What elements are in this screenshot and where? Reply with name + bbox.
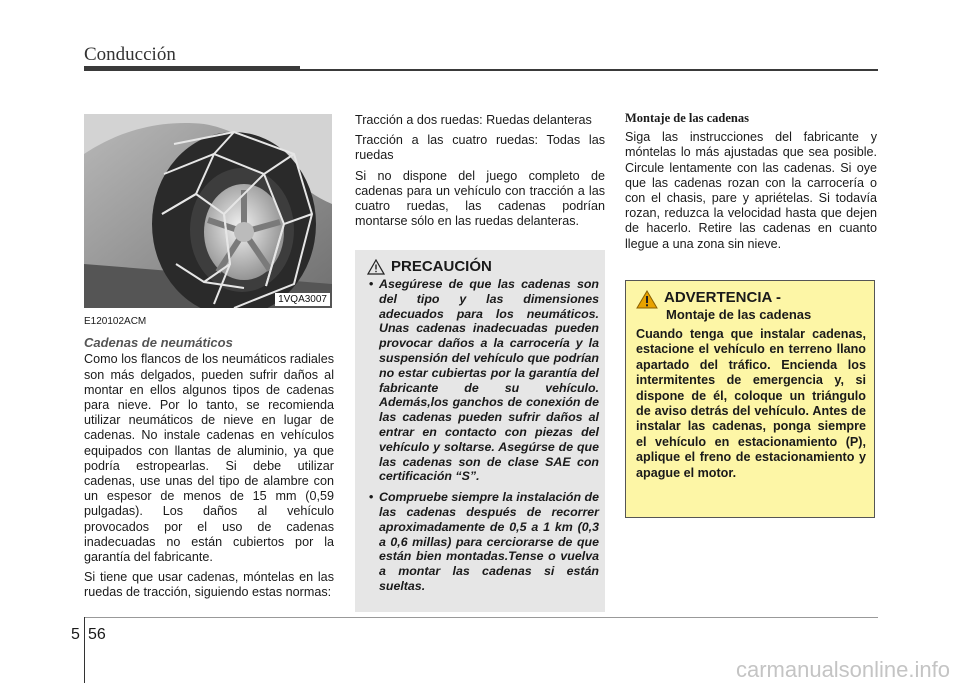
warning-box [625, 280, 875, 518]
caution-item: • Asegúrese de que las cadenas son del tipo y las dimensiones adecuados para los neumáticos. Unas cadenas inadecuadas pueden provocar daños a la carrocería y la suspensión del vehículo que podrían no estar cubiertas por la garantía del fabricante de su vehículo. Además,los ganchos de conexión de las cadenas pueden sufrir daños al entrar en contacto con piezas del vehículo y soltarse. Asegúrse de que las cadenas son de clase SAE con certificación “S”. [369, 277, 599, 484]
caution-triangle-icon [367, 259, 385, 275]
image-code: 1VQA3007 [275, 293, 330, 306]
column-1 [84, 314, 334, 606]
caution-list [355, 277, 605, 594]
paragraph: Si tiene que usar cadenas, móntelas en las ruedas de tracción, siguiendo estas normas: [84, 570, 334, 600]
warning-subtitle: Montaje de las cadenas [666, 307, 812, 322]
tire-chain-photo [84, 114, 332, 308]
section-heading-mounting: Montaje de las cadenas [625, 111, 749, 125]
column-3 [625, 111, 877, 257]
paragraph: Si no dispone del juego completo de cadenas para un vehículo con tracción a las cuatro ruedas, las cadenas podrían montarse sólo en las ruedas delanteras. [355, 168, 605, 229]
paragraph: Como los flancos de los neumáticos radiales son más delgados, pueden sufrir daños al montar en ellos algunos tipos de cadenas para nieve. Por lo tanto, se recomienda utilizar neumáticos de nieve en lugar de cadenas. No instale cadenas en vehículos equipados con llantas de aluminio, ya que podría estropearlas. Si debe utilizar cadenas, use unas del tipo de alambre con un espesor de menos de 15 mm (0,59 pulgadas). Los daños al vehículo provocados por el uso de cadenas inadecuadas no están cubiertos por la garantía del fabricante. [84, 352, 334, 565]
column-2 [355, 113, 605, 234]
warning-triangle-icon [636, 290, 658, 309]
footer-divider [84, 617, 85, 683]
page-header-title: Conducción [84, 44, 176, 65]
footer-section-number: 5 [71, 626, 80, 643]
header-rule-thick [84, 66, 300, 71]
header-rule-thin [300, 69, 878, 71]
caution-title: PRECAUCIÓN [391, 258, 492, 275]
paragraph: Tracción a dos ruedas: Ruedas delanteras [355, 113, 592, 127]
warning-body: Cuando tenga que instalar cadenas, estacione el vehículo en terreno llano apartado del tráfico. Encienda los intermitentes de emergencia y, si dispone de él, coloque un triángulo de aviso detrás del vehículo. Antes de instalar las cadenas, ponga siempre el vehículo en estacionamiento (P), aplique el freno de estacionamiento y apague el motor. [636, 327, 866, 480]
footer-page-number: 56 [88, 626, 106, 643]
paragraph: Siga las instrucciones del fabricante y móntelas lo más ajustadas que sea posible. Circule lentamente con las cadenas. Si oye que las cadenas rozan con la carrocería o con el chasis, pare y apriételas. Si todavía rozan, reduzca la velocidad hasta que dejen de hacerlo. Retire las cadenas en cuanto llegue a una zona sin nieve. [625, 130, 877, 251]
watermark: carmanualsonline.info [735, 657, 950, 682]
caution-box [355, 250, 605, 612]
warning-title: ADVERTENCIA - [664, 289, 781, 306]
caution-item: • Compruebe siempre la instalación de las cadenas después de recorrer aproximadamente de 0,5 a 1 km (0,3 a 0,6 millas) para cerciorarse de que están bien montadas.Tense o vuelva a montar las cadenas si están sueltas. [369, 490, 599, 594]
tire-chain-illustration [84, 114, 332, 308]
section-heading-tire-chains: Cadenas de neumáticos [84, 335, 233, 351]
section-code: E120102ACM [84, 316, 147, 327]
paragraph: Tracción a las cuatro ruedas: Todas las ruedas [355, 133, 605, 163]
footer-rule [84, 617, 878, 618]
